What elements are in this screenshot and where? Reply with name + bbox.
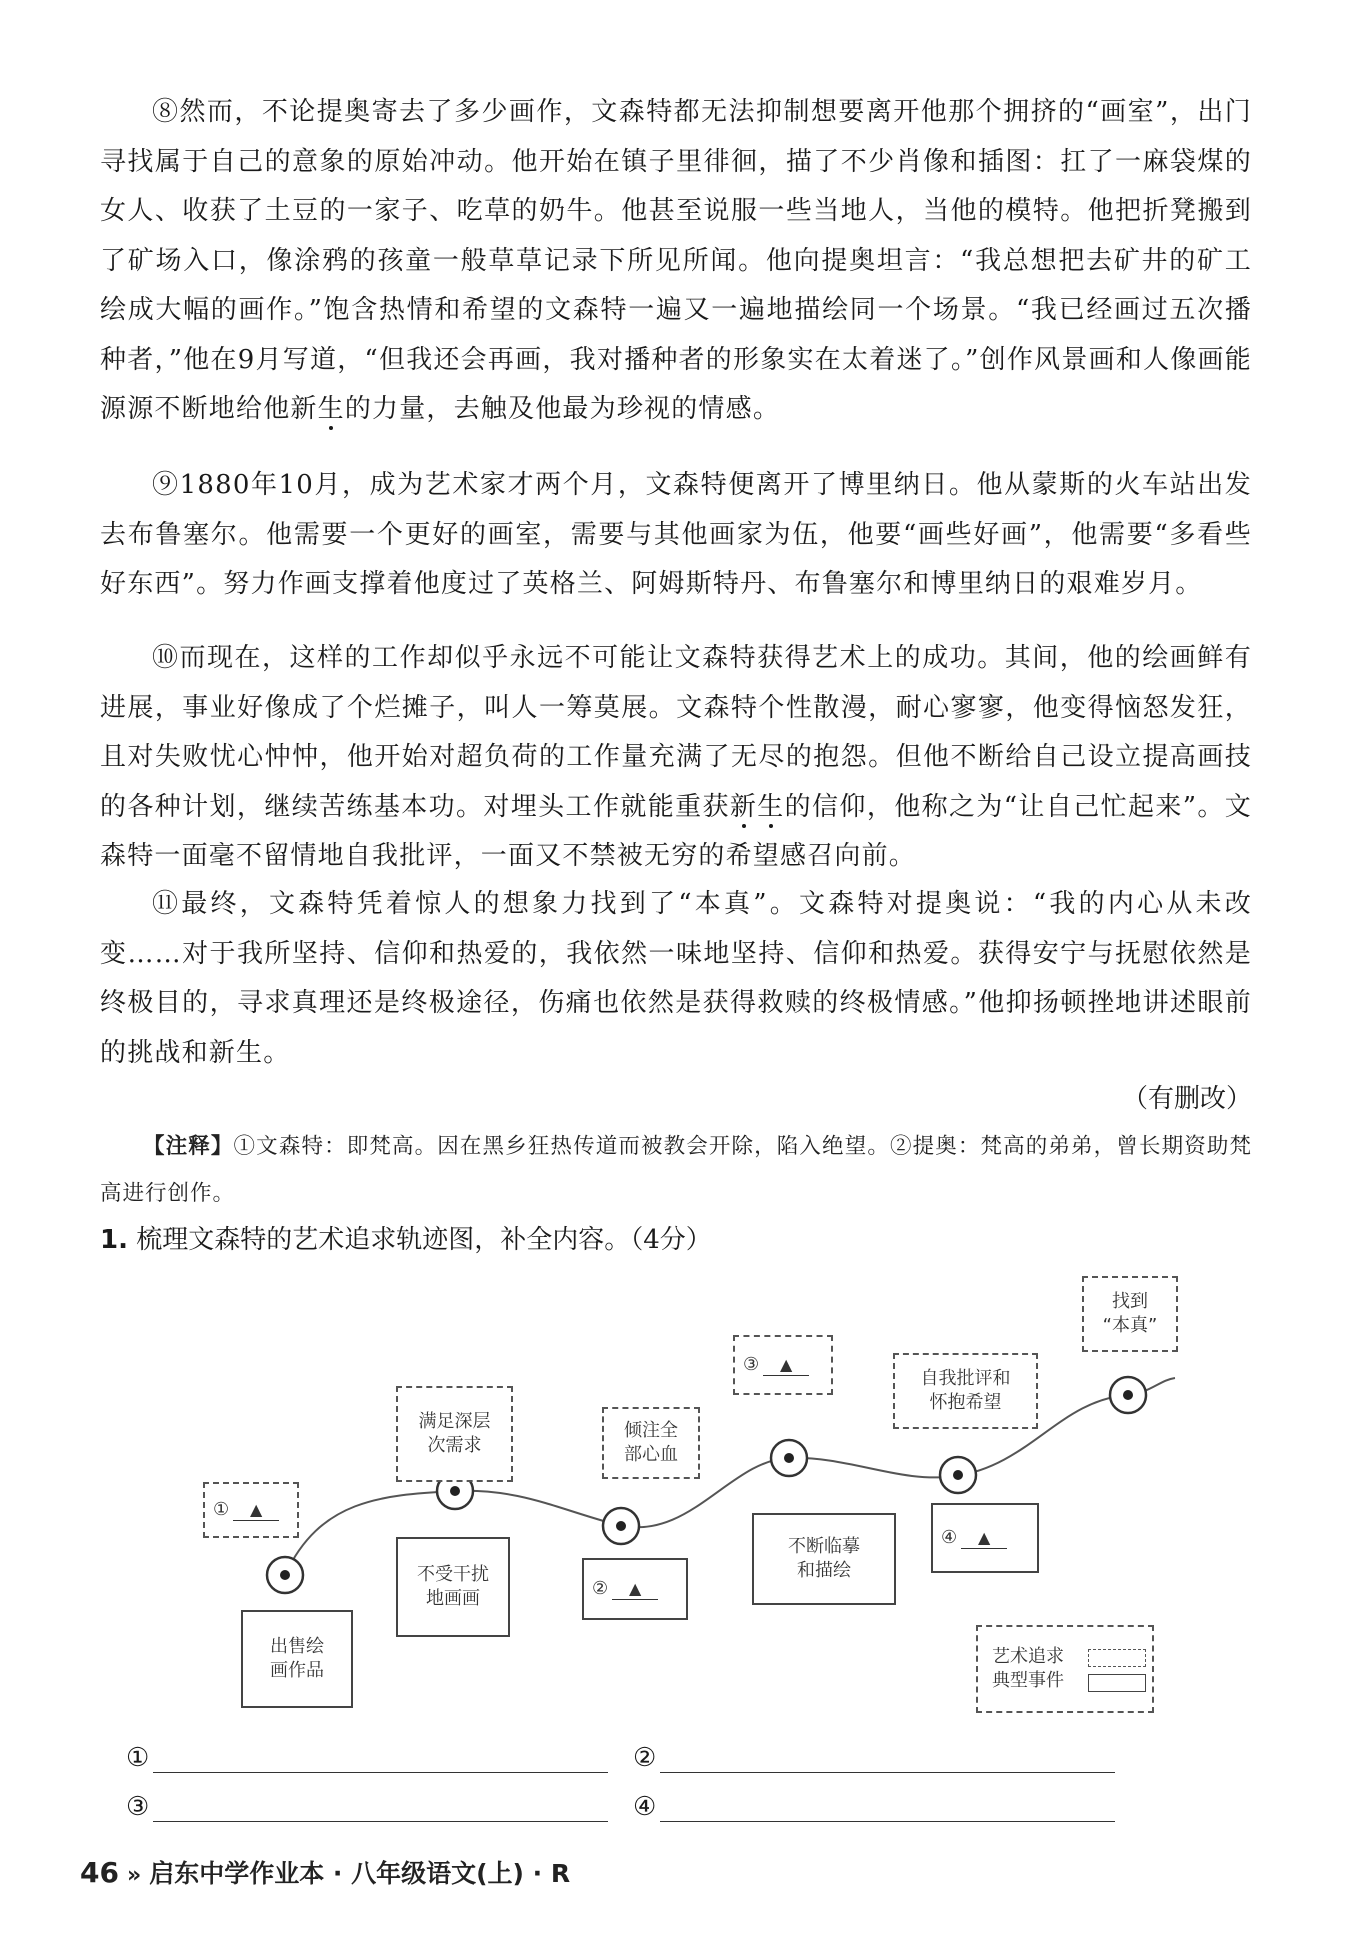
event-box-2 — [396, 1537, 510, 1637]
node-6 — [1110, 1377, 1146, 1413]
pursuit-5-line-1: 自我批评和 — [920, 1368, 1011, 1389]
node-4 — [771, 1440, 807, 1476]
event-5-blank[interactable]: ▲ — [961, 1528, 1007, 1549]
paragraph-8 — [100, 88, 1252, 435]
paragraph-text: ⑨1880年10月，成为艺术家才两个月，文森特便离开了博里纳日。他从蒙斯的火车站出发去布鲁塞尔。他需要一个更好的画室，需要与其他画家为伍，他要“画些好画”，他需要“多看些好东西”。努力作画支撑着他度过了英格兰、阿姆斯特丹、布鲁塞尔和博里纳日的艰难岁月。 — [100, 470, 1252, 599]
answer-1[interactable] — [126, 1733, 608, 1773]
event-box-5 — [931, 1503, 1039, 1573]
pursuit-box-2 — [396, 1386, 513, 1482]
annotation — [100, 1123, 1252, 1217]
paragraph-text: ⑪最终，文森特凭着惊人的想象力找到了“本真”。文森特对提奥说：“我的内心从未改变……对于我所坚持、信仰和热爱的，我依然一味地坚持、信仰和热爱。获得安宁与抚慰依然是终极目的，寻求真理还是终极途径，伤痛也依然是获得救赎的终极情感。”他抑扬顿挫地讲述眼前的挑战和新生。 — [100, 889, 1252, 1068]
answer-4[interactable] — [633, 1782, 1115, 1822]
pursuit-6-line-1: 找到 — [1112, 1291, 1148, 1312]
legend-event-label: 典型事件 — [992, 1670, 1064, 1691]
art-pursuit-diagram — [0, 1260, 1350, 1730]
emphasized-char: 生 — [757, 791, 785, 822]
annotation-text: ①文森特：即梵高。因在黑乡狂热传道而被教会开除，陷入绝望。②提奥：梵高的弟弟，曾长期资助梵高进行创作。 — [100, 1134, 1252, 1206]
paragraph-text: 的力量，去触及他最为珍视的情感。 — [344, 394, 781, 424]
pursuit-box-5 — [893, 1353, 1038, 1429]
diagram-legend — [976, 1625, 1154, 1713]
answer-4-label: ④ — [633, 1792, 657, 1822]
node-1 — [267, 1557, 303, 1593]
legend-dashed-swatch — [1088, 1649, 1146, 1667]
node-5 — [940, 1457, 976, 1493]
double-chevron-icon: » — [126, 1863, 142, 1888]
answer-2-line[interactable] — [660, 1742, 1115, 1773]
emphasized-char: 新 — [729, 791, 758, 822]
source-note: （有删改） — [1121, 1084, 1252, 1114]
event-box-1 — [241, 1610, 353, 1708]
annotation-head: 【注释】 — [143, 1134, 234, 1159]
event-2-line-2: 地画画 — [426, 1588, 480, 1609]
page-footer — [80, 1854, 570, 1890]
emphasized-char: 生 — [317, 394, 345, 424]
answer-3[interactable] — [126, 1782, 608, 1822]
answer-2[interactable] — [633, 1733, 1115, 1773]
book-title: 启东中学作业本 · 八年级语文(上) · R — [149, 1859, 571, 1888]
answer-3-label: ③ — [126, 1792, 150, 1822]
event-2-line-1: 不受干扰 — [417, 1564, 489, 1585]
legend-pursuit-label: 艺术追求 — [992, 1646, 1064, 1667]
event-5-num: ④ — [941, 1527, 958, 1548]
paragraph-11 — [100, 880, 1252, 1078]
question-1 — [100, 1218, 712, 1262]
pursuit-4-blank[interactable]: ▲ — [763, 1355, 809, 1376]
pursuit-3-line-1: 倾注全 — [624, 1420, 678, 1441]
event-box-4 — [752, 1513, 896, 1605]
paragraph-text: ⑩而现在，这样的工作却似乎永远不可能让文森特获得艺术上的成功。其间，他的绘画鲜有进展，事业好像成了个烂摊子，叫人一筹莫展。文森特个性散漫，耐心寥寥，他变得恼怒发狂，且对失败忧心忡忡，他开始对超负荷的工作量充满了无尽的抱怨。但他不断给自己设立提高画技的各种计划，继续苦练基本功。对埋头工作就能重获 — [100, 643, 1252, 822]
event-4-line-1: 不断临摹 — [788, 1536, 860, 1557]
pursuit-2-line-1: 满足深层 — [418, 1411, 491, 1432]
answer-1-label: ① — [126, 1743, 150, 1773]
event-1-line-1: 出售绘 — [270, 1636, 324, 1657]
pursuit-5-line-2: 怀抱希望 — [929, 1392, 1002, 1413]
paragraph-text: ⑧然而，不论提奥寄去了多少画作，文森特都无法抑制想要离开他那个拥挤的“画室”，出门寻找属于自己的意象的原始冲动。他开始在镇子里徘徊，描了不少肖像和插图：扛了一麻袋煤的女人、收获了土豆的一家子、吃草的奶牛。他甚至说服一些当地人，当他的模特。他把折凳搬到了矿场入口，像涂鸦的孩童一般草草记录下所见所闻。他向提奥坦言：“我总想把去矿井的矿工绘成大幅的画作。”饱含热情和希望的文森特一遍又一遍地描绘同一个场景。“我已经画过五次播种者，”他在9月写道，“但我还会再画，我对播种者的形象实在太着迷了。”创作风景画和人像画能源源不断地给他新 — [100, 97, 1252, 424]
legend-solid-swatch — [1088, 1674, 1146, 1692]
answer-1-line[interactable] — [153, 1742, 608, 1773]
question-text: 梳理文森特的艺术追求轨迹图，补全内容。（4分） — [136, 1225, 712, 1255]
pursuit-box-3 — [602, 1407, 700, 1479]
paragraph-text: 的信仰，他称之为“让自己忙起来”。文森特一面毫不留情地自我批评，一面又不禁被无穷的希望感召向前。 — [100, 791, 1252, 871]
pursuit-4-num: ③ — [743, 1354, 760, 1375]
question-number: 1. — [100, 1225, 128, 1255]
event-1-line-2: 画作品 — [270, 1660, 324, 1681]
pursuit-box-4 — [733, 1335, 833, 1395]
event-4-line-2: 和描绘 — [797, 1560, 851, 1581]
pursuit-6-line-2: “本真” — [1102, 1315, 1158, 1336]
pursuit-2-line-2: 次需求 — [427, 1435, 482, 1456]
paragraph-10 — [100, 634, 1252, 882]
legend-labels — [992, 1645, 1064, 1693]
pursuit-box-1 — [203, 1482, 299, 1538]
answer-2-label: ② — [633, 1743, 657, 1773]
page-number: 46 — [80, 1856, 119, 1889]
event-box-3 — [582, 1558, 688, 1620]
pursuit-box-6 — [1082, 1276, 1178, 1352]
event-3-blank[interactable]: ▲ — [612, 1579, 658, 1600]
answer-3-line[interactable] — [153, 1791, 608, 1822]
answer-4-line[interactable] — [660, 1791, 1115, 1822]
pursuit-3-line-2: 部心血 — [624, 1444, 678, 1465]
paragraph-9 — [100, 461, 1252, 610]
pursuit-1-blank[interactable]: ▲ — [233, 1500, 279, 1521]
node-3 — [603, 1508, 639, 1544]
pursuit-1-num: ① — [213, 1499, 230, 1520]
event-3-num: ② — [592, 1578, 609, 1599]
